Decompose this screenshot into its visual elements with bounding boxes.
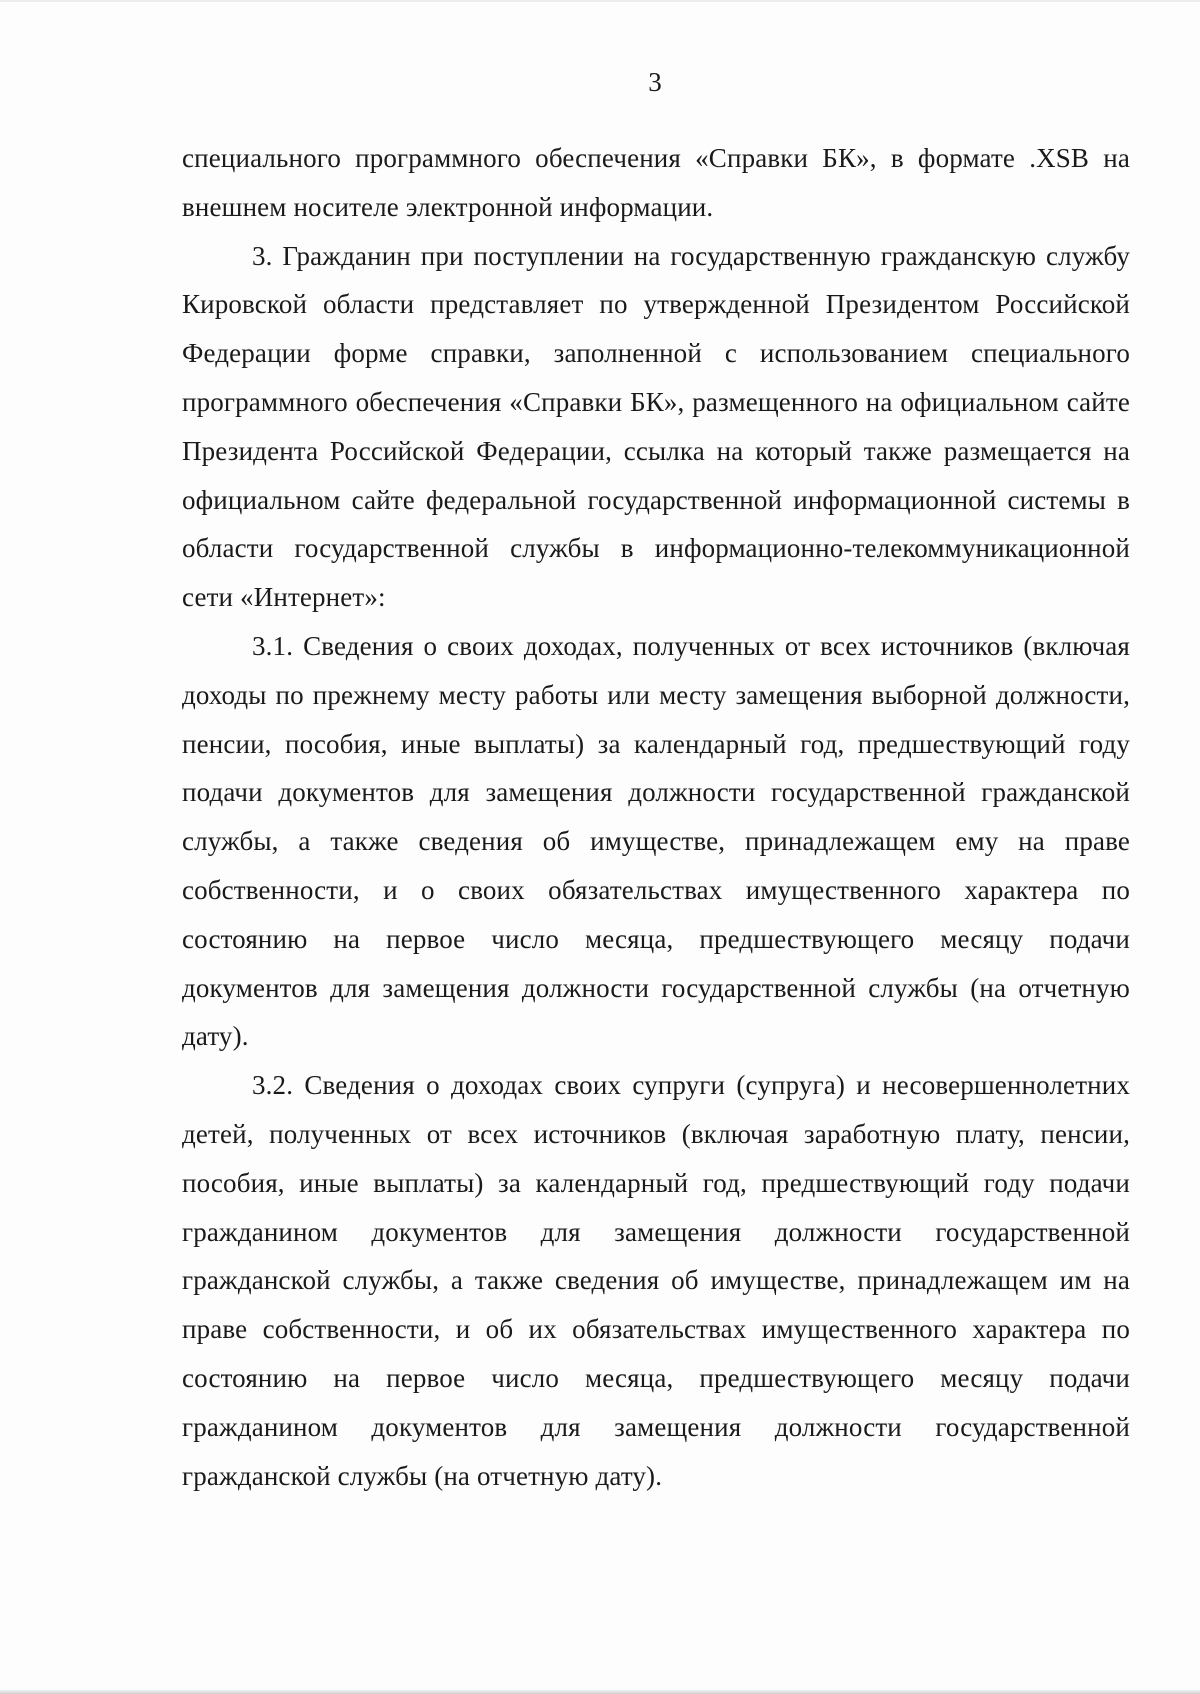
page-number: 3 [648, 67, 662, 97]
paragraph-item-3: 3. Гражданин при поступлении на государственную гражданскую службу Кировской области представляет по утвержденной Президентом Российской Федерации форме справки, заполненной с использованием специального программного обеспечения «Справки БК», размещенного на официальном сайте Президента Российской Федерации, ссылка на который также размещается на официальном сайте федеральной государственной информационной системы в области государственной службы в информационно-телекоммуникационной сети «Интернет»: [182, 240, 1130, 613]
document-body [182, 134, 1130, 1500]
paragraph-item-3-2: 3.2. Сведения о доходах своих супруги (супруга) и несовершеннолетних детей, полученных от всех источников (включая заработную плату, пенсии, пособия, иные выплаты) за календарный год, предшествующий году подачи гражданином документов для замещения должности государственной гражданской службы, а также сведения об имуществе, принадлежащем им на праве собственности, и об их обязательствах имущественного характера по состоянию на первое число месяца, предшествующего месяцу подачи гражданином документов для замещения должности государственной гражданской службы (на отчетную дату). [182, 1070, 1130, 1491]
paragraph-continuation: специального программного обеспечения «Справки БК», в формате .XSB на внешнем носителе электронной информации. [182, 143, 1130, 222]
page-top-edge [0, 0, 1200, 2]
page-bottom-edge [0, 1690, 1200, 1694]
paragraph-item-3-1: 3.1. Сведения о своих доходах, полученных от всех источников (включая доходы по прежнему месту работы или месту замещения выборной должности, пенсии, пособия, иные выплаты) за календарный год, предшествующий году подачи документов для замещения должности государственной гражданской службы, а также сведения об имуществе, принадлежащем ему на праве собственности, и о своих обязательствах имущественного характера по состоянию на первое число месяца, предшествующего месяцу подачи документов для замещения должности государственной службы (на отчетную дату). [182, 630, 1130, 1052]
